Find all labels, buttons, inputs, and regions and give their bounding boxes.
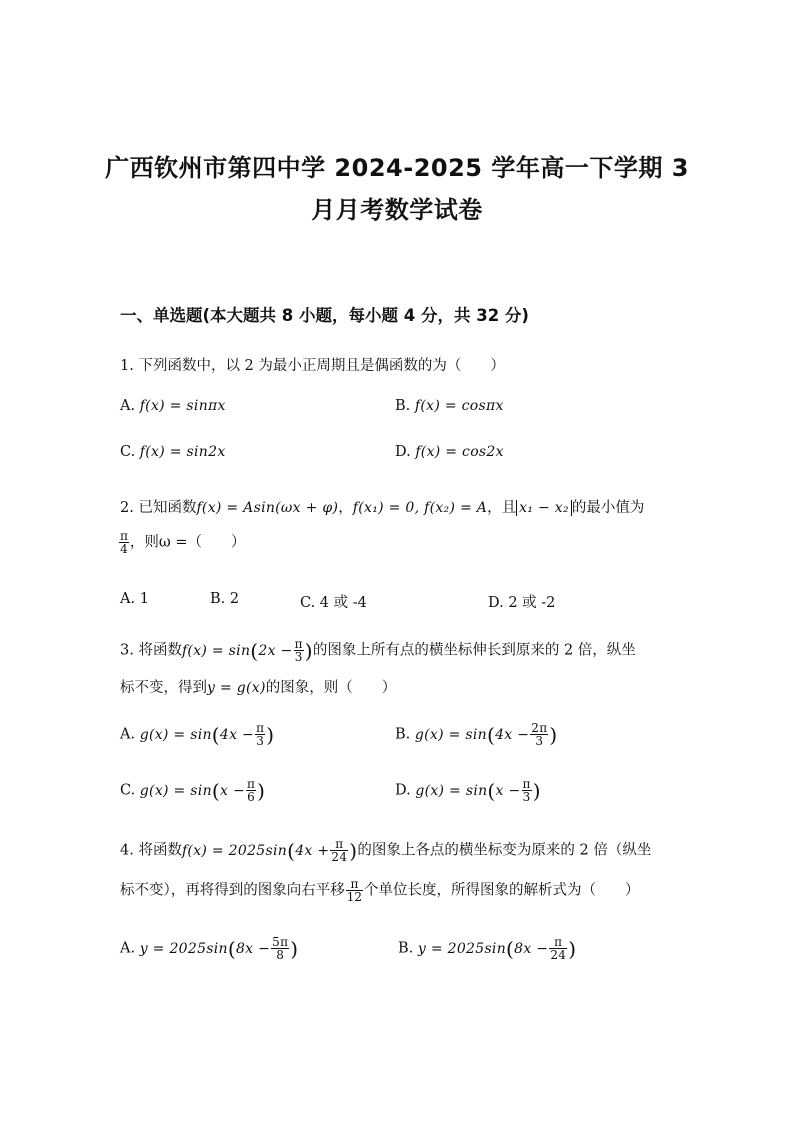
option-math: y = 2025sin(8x − $\frac{5\pi}{8}$ ) [139, 935, 299, 962]
question-1-option-c [120, 444, 226, 460]
option-label: A. [120, 726, 136, 743]
question-4-stem-line-1 [120, 838, 651, 863]
function-inner: 2x − [258, 642, 293, 659]
fraction [522, 778, 532, 803]
fraction-denominator: 4 [120, 542, 128, 556]
option-label: C. [120, 782, 136, 799]
option-label: D. [395, 782, 411, 799]
option-label: A. [120, 398, 136, 414]
question-2-option-a: A. 1 [120, 591, 149, 607]
fraction-numerator: π [522, 777, 531, 791]
fraction [330, 838, 348, 863]
stem-text: 的最小值为 [571, 500, 645, 516]
fraction-numerator: π [294, 637, 303, 651]
question-2-option-d: D. 2 或 -2 [488, 595, 556, 611]
fraction-denominator: 3 [522, 790, 531, 804]
math-inner: 8x − [514, 940, 549, 957]
stem-text: 的图象，则（ ） [265, 680, 397, 696]
fraction-numerator: π [549, 936, 567, 949]
fraction-numerator: 5π [272, 935, 289, 949]
section-heading-single-choice: 一、单选题(本大题共 8 小题，每小题 4 分，共 32 分) [120, 306, 529, 325]
option-label: B. [398, 940, 414, 957]
fraction [530, 722, 548, 747]
function-prefix: f(x) = sin [181, 642, 251, 659]
question-3-option-a [120, 722, 274, 747]
shift-fraction [346, 878, 363, 903]
option-math: f(x) = cosπx [414, 398, 504, 414]
option-math: g(x) = sin(x − $\frac{\pi}{6}$ ) [139, 777, 266, 804]
fraction-numerator: π [246, 777, 256, 791]
fraction-denominator: 24 [331, 850, 348, 864]
exam-title-line-2: 月月考数学试卷 [311, 196, 483, 224]
question-2-option-b: B. 2 [210, 591, 240, 607]
option-label: B. [395, 398, 411, 414]
stem-text: 个单位长度，所得图象的解析式为（ ） [364, 882, 640, 899]
fraction [271, 936, 289, 961]
fraction-denominator: 6 [247, 790, 256, 804]
question-3-option-d [395, 778, 541, 803]
option-label: A. [120, 940, 136, 957]
question-3-option-b [395, 722, 558, 747]
question-1-option-a [120, 398, 226, 414]
stem-text: 的图象上所有点的横坐标伸长到原来的 2 倍，纵坐 [312, 642, 636, 659]
stem-text: 4. 将函数 [120, 842, 182, 859]
question-3-stem-line-2 [120, 676, 396, 697]
stem-text: ，则ω =（ ） [129, 534, 246, 551]
function-expression: f(x) = Asin(ωx + φ) [196, 500, 339, 516]
math-prefix: g(x) = sin [415, 782, 488, 799]
fraction-numerator: π [120, 529, 128, 543]
fraction [294, 638, 304, 663]
fraction-denominator: 12 [346, 890, 363, 904]
fraction-denominator: 3 [294, 650, 303, 664]
option-label: C. [120, 444, 136, 460]
separator: ， [338, 500, 353, 516]
question-4-stem-line-2 [120, 878, 640, 903]
question-3-stem-line-1 [120, 638, 636, 663]
exam-title-line-1: 广西钦州市第四中学 2024-2025 学年高一下学期 3 [105, 154, 689, 182]
fraction-denominator: 24 [550, 948, 567, 962]
function-expression: f(x) = 2025sin(4x + $\frac{\pi}{24}$ ) [181, 837, 358, 864]
option-label: D. [395, 444, 411, 460]
question-1-option-b [395, 398, 504, 414]
fraction [549, 936, 567, 961]
absolute-value-expression: x₁ − x₂ [516, 500, 572, 516]
condition-expression: f(x₁) = 0, f(x₂) = A [352, 500, 488, 516]
fraction-pi-over-4 [119, 530, 129, 555]
option-label: B. [395, 726, 411, 743]
question-4-option-b [398, 936, 576, 961]
stem-text: 2. 已知函数 [120, 500, 197, 516]
option-math: g(x) = sin(4x − $\frac{\pi}{3}$ ) [139, 721, 275, 748]
math-inner: 8x − [235, 940, 271, 957]
question-2-stem-line-2 [118, 530, 245, 555]
math-prefix: y = 2025sin [417, 940, 507, 957]
option-math: f(x) = sin2x [139, 444, 226, 460]
stem-text: 的图象上各点的横坐标变为原来的 2 倍（纵坐 [357, 842, 652, 859]
question-3-option-c [120, 778, 265, 803]
fraction [255, 722, 265, 747]
fraction-numerator: π [256, 721, 265, 735]
fraction-denominator: 3 [256, 734, 265, 748]
question-2-stem-line-1 [120, 496, 644, 517]
fraction-denominator: 3 [535, 734, 544, 748]
option-math: g(x) = sin(4x − $\frac{2\pi}{3}$ ) [414, 721, 558, 748]
fraction-numerator: π [330, 838, 348, 851]
option-math: f(x) = sinπx [139, 398, 226, 414]
math-prefix: y = 2025sin [139, 940, 228, 957]
question-1-stem: 1. 下列函数中，以 2 为最小正周期且是偶函数的为（ ） [120, 358, 505, 374]
question-1-option-d [395, 444, 504, 460]
function-expression: f(x) = sin(2x − $\frac{\pi}{3}$ ) [181, 637, 313, 664]
stem-text: ，且 [487, 500, 517, 516]
fraction [246, 778, 256, 803]
question-2-option-c: C. 4 或 -4 [300, 595, 367, 611]
option-math: g(x) = sin(x − $\frac{\pi}{3}$ ) [415, 777, 541, 804]
math-prefix: g(x) = sin [414, 726, 487, 743]
math-prefix: g(x) = sin [139, 782, 212, 799]
fraction-numerator: 2π [531, 721, 548, 735]
math-inner: 4x − [495, 726, 530, 743]
stem-text: 标不变），再将得到的图象向右平移 [120, 882, 345, 899]
math-inner: x − [495, 782, 521, 799]
function-prefix: f(x) = 2025sin [181, 842, 288, 859]
fraction-numerator: π [346, 878, 363, 891]
question-4-option-a [120, 936, 298, 961]
math-inner: x − [220, 782, 245, 799]
stem-text: 标不变，得到 [120, 680, 207, 696]
math-prefix: g(x) = sin [139, 726, 212, 743]
option-math: y = 2025sin(8x − $\frac{\pi}{24}$ ) [417, 935, 577, 962]
stem-text: 3. 将函数 [120, 642, 182, 659]
fraction-denominator: 8 [276, 948, 285, 962]
option-math: f(x) = cos2x [415, 444, 504, 460]
function-inner: 4x + [295, 842, 330, 859]
g-expression: y = g(x) [207, 680, 266, 696]
math-inner: 4x − [219, 726, 255, 743]
